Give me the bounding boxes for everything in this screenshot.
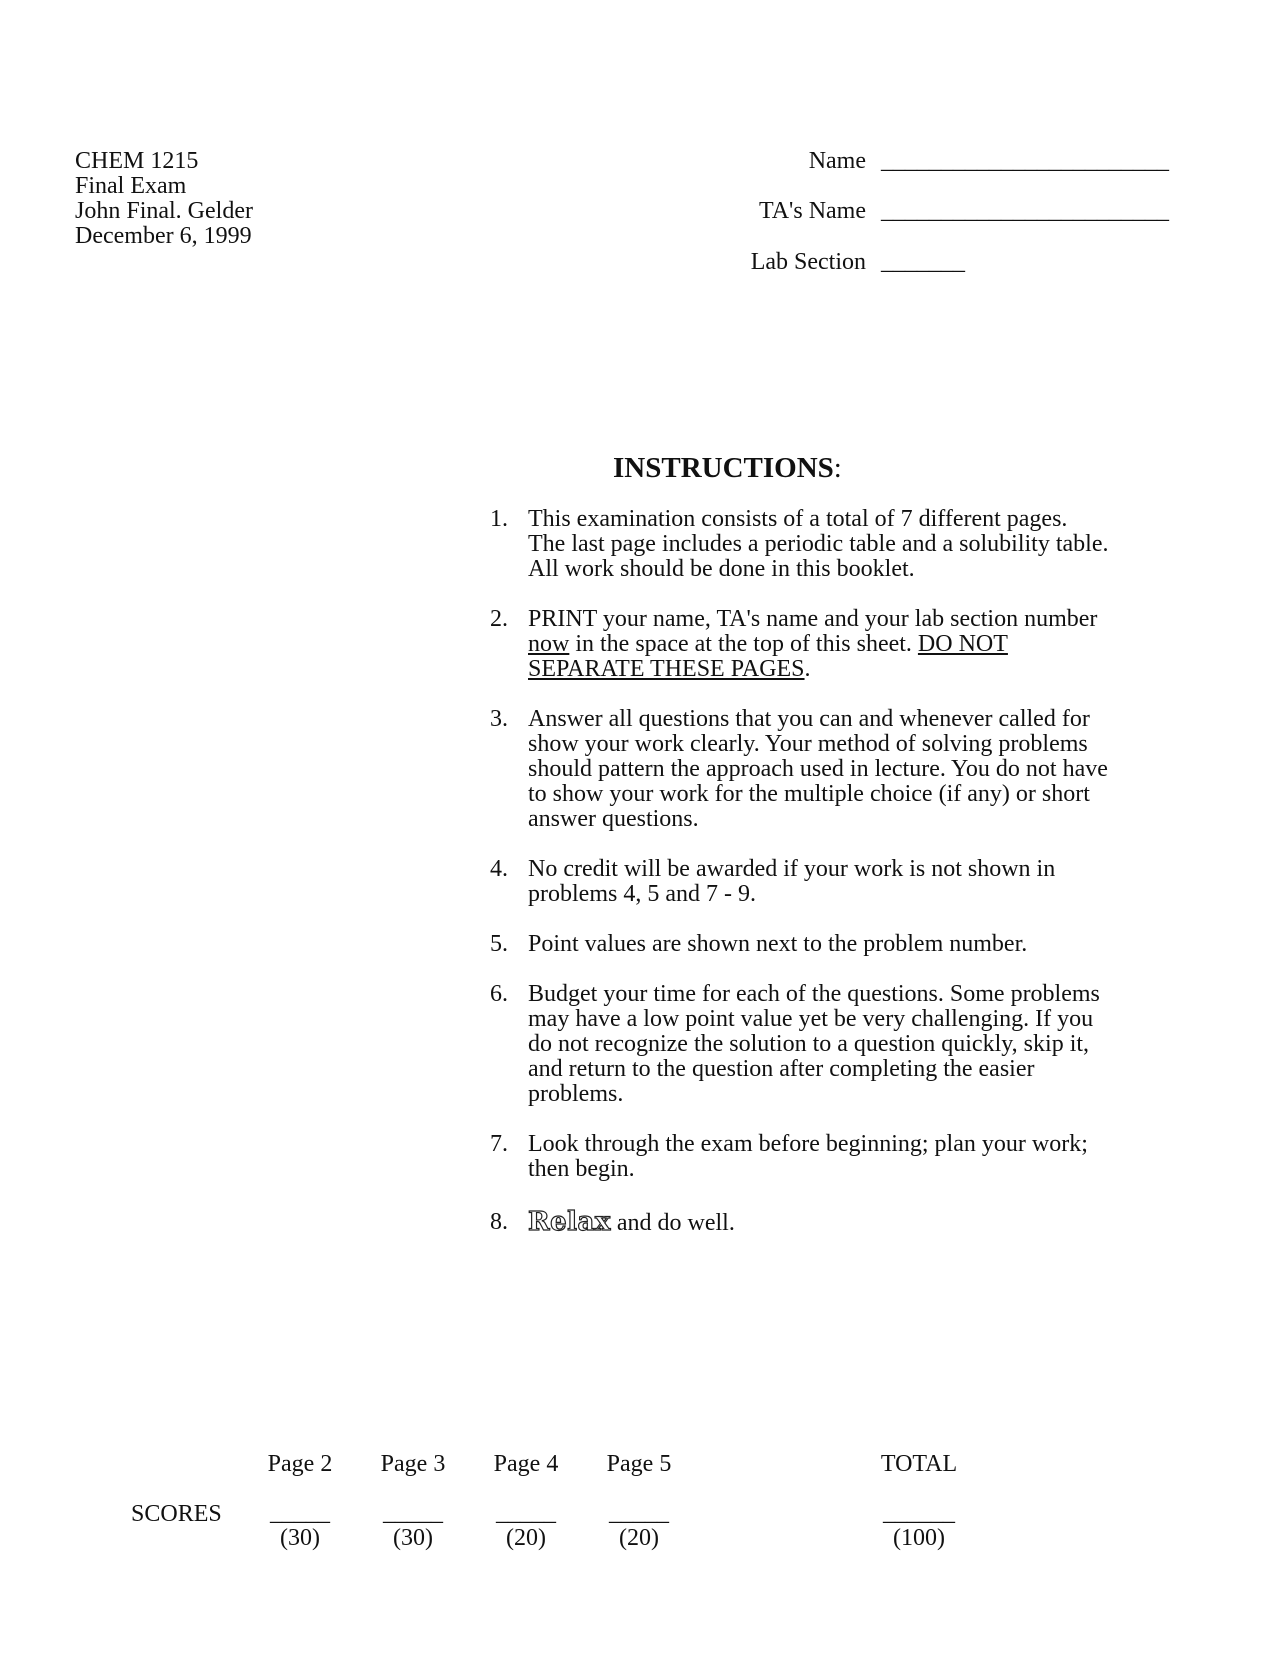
- instruction-item: 7. Look through the exam before beginning; plan your work; then begin.: [490, 1131, 1088, 1182]
- lab-section-label: Lab Section: [750, 249, 866, 275]
- ta-name-field-row: [0, 199, 1280, 225]
- score-column-total: TOTAL ______ (100): [880, 1451, 958, 1551]
- lab-section-field-row: [0, 250, 1280, 276]
- score-column-page-5: Page 5 _____ (20): [606, 1451, 672, 1551]
- instructions-list: [490, 507, 1110, 1236]
- instructions-title: INSTRUCTIONS:: [613, 452, 842, 484]
- exam-title: Final Exam: [75, 173, 187, 199]
- score-column-page-2: Page 2 _____ (30): [267, 1451, 333, 1551]
- ta-name-label: TA's Name: [758, 198, 866, 224]
- instructor-name: John Final. Gelder: [75, 198, 253, 224]
- instruction-item: 3. Answer all questions that you can and whenever called for show your work clearly. Your method of solving problems should pattern the approach used in lecture. You do not have to show your work for the multiple choice (if any) or short answer questions.: [490, 706, 1108, 832]
- name-blank[interactable]: ________________________: [881, 148, 1169, 174]
- instruction-item: 5. Point values are shown next to the problem number.: [490, 931, 1028, 957]
- instruction-item: 1. This examination consists of a total of 7 different pages. The last page includes a periodic table and a solubility table. All work should be done in this booklet.: [490, 506, 1109, 582]
- name-label: Name: [808, 148, 866, 174]
- instruction-item: 2. PRINT your name, TA's name and your lab section number now in the space at the top of this sheet. DO NOT SEPARATE THESE PAGES.: [490, 606, 1098, 682]
- score-column-page-4: Page 4 _____ (20): [493, 1451, 559, 1551]
- instruction-item: 4. No credit will be awarded if your work is not shown in problems 4, 5 and 7 - 9.: [490, 856, 1056, 907]
- relax-outline-text: Relax: [528, 1207, 611, 1237]
- scores-label: SCORES: [131, 1501, 222, 1527]
- instruction-item: 8. Relax and do well.: [490, 1207, 735, 1237]
- instruction-item: 6. Budget your time for each of the questions. Some problems may have a low point value yet be very challenging. If you do not recognize the solution to a question quickly, skip it, and return to the question after completing the easier problems.: [490, 981, 1100, 1107]
- ta-name-blank[interactable]: ________________________: [881, 198, 1169, 224]
- score-column-page-3: Page 3 _____ (30): [380, 1451, 446, 1551]
- course-code: CHEM 1215: [75, 148, 199, 174]
- exam-date: December 6, 1999: [75, 223, 252, 249]
- lab-section-blank[interactable]: _______: [881, 249, 965, 275]
- name-field-row: [0, 149, 1280, 175]
